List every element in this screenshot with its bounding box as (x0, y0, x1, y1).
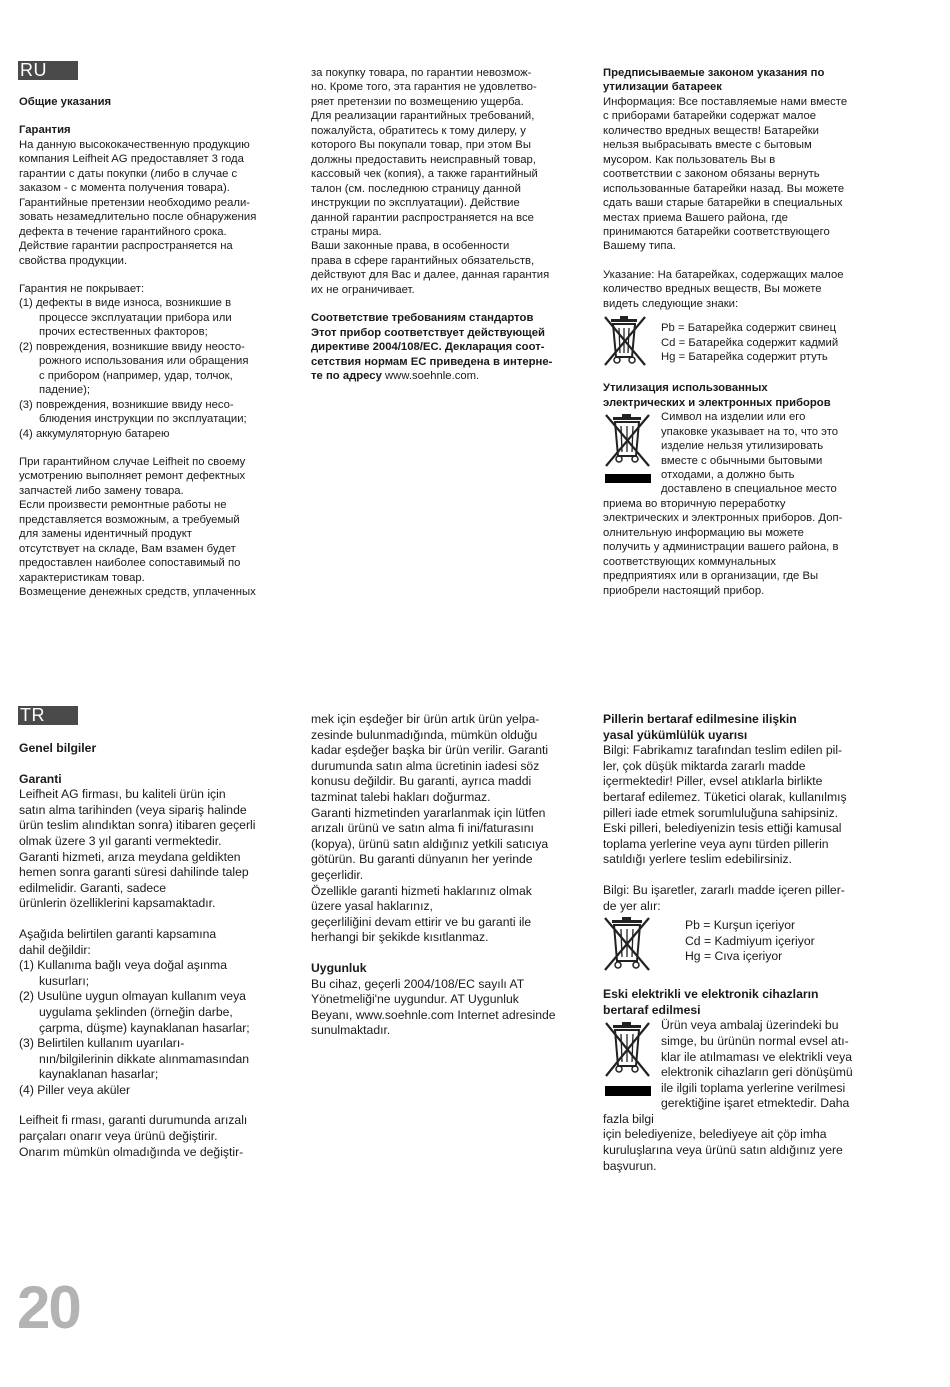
ru-guarantee-text: На данную высококачественную продукцию компания Leifheit AG предоставляет 3 года гарантии с даты покупки (либо в случае с заказом - с момента получения товара). Гарантийные претензии необходимо реали- зовать незамедлительно после обнаружения дефекта в течение гарантийного срока. Действие гарантии распространяется на свойства продукции. (19, 138, 257, 267)
tr-guarantee-continued: mek için eşdeğer bir ürün artık ürün yelpa- zesinde bulunmadığında, mümkün olduğu kadar eşdeğer başka bir ürün verilir. Garanti durumunda satın alma ücretinin iadesi söz konusu değildir. Bu garanti, ayrıca maddi tazminat talebi hakları doğurmaz. Garanti hizmetinden yararlanmak için lütfen arızalı ürünü ve satın alma fi ini/faturasını (kopya), ürünü satın aldığınız yetkili satıcıya götürün. Bu garanti dünyanın her yerinde geçerlidir. Özellikle garanti hizmeti haklarınız olmak üzere yasal haklarınız, geçerliliğini devam ettirir ve bu garanti ile herhangi bir şekikde kısıtlanmaz. (311, 712, 549, 945)
ru-weee-text: Символ на изделии или его упаковке указывает на то, что это изделие нельзя утилизировать вместе с обычными бытовыми отходами, а должно быть доставлено в специальное место приема во вторичную переработку электрических и электронных приборов. Доп- олнительную информацию вы можете получить у администрации вашего района, в соответствующих коммунальных предприятиях или в организации, где Вы приобрели настоящий прибор. (603, 411, 843, 597)
ru-weee-block (603, 410, 875, 598)
ru-symbol-pb: Pb = Батарейка содержит свинец (661, 322, 837, 335)
tr-not-covered-item: (4) Piller veya aküler (19, 1082, 131, 1097)
tr-column-3 (603, 712, 878, 1174)
tr-column-1 (19, 741, 294, 1160)
ru-battery-text: Информация: Все поставляемые нами вместе с приборами батарейки содержат малое количество вредных веществ! Батарейки нельзя выбрасывать вместе с бытовым мусором. Как пользователь Вы в соответствии с законом обязаны вернуть использованные батарейки назад. Вы можете сдать ваши старые батарейки в специальных местах приема Вашего района, где принимаются батарейки соответствующего Вашему типа. (603, 95, 848, 253)
tr-conformity-heading: Uygunluk (311, 960, 367, 975)
tr-not-covered-intro: Aşağıda belirtilen garanti kapsamına dahil değildir: (19, 926, 217, 957)
ru-weee-heading: Утилизация использованных электрических и электронных приборов (603, 382, 831, 409)
tr-guarantee-heading: Garanti (19, 771, 62, 786)
crossed-bin-icon (603, 916, 653, 972)
tr-symbol-list (685, 916, 815, 965)
ru-not-covered-item: (2) повреждения, возникшие ввиду неосто- рожного использования или обращения с прибором (например, удар, толчок, падение); (19, 340, 249, 397)
ru-column-2 (311, 66, 581, 384)
tr-repair-text: Leifheit fi rması, garanti durumunda arızalı parçaları onarır veya ürünü değiştirir. Onarım mümkün olmadığında ve değiştir- (19, 1113, 248, 1159)
tr-battery-text: Bilgi: Fabrikamız tarafından teslim edilen pil- ler, çok düşük miktarda zararlı madde içermektedir! Piller, evsel atıklarla birlikte bertaraf edilemez. Tüketici olarak, kullanılmış pilleri iade etmek sorumluluğuna sahipsiniz. Eski pilleri, belediyenizin tesis ettiği kamusal toplama yerlerine veya aynı türden pillerin satıldığı yerlere teslim edebilirsiniz. (603, 743, 847, 867)
tr-conformity-text: Bu cihaz, geçerli 2004/108/EC sayılı AT Yönetmeliği'ne uygundur. AT Uygunluk Beyanı, www.soehnle.com Internet adresinde sunulmaktadır. (311, 976, 556, 1038)
tr-column-2 (311, 712, 586, 1039)
ru-symbol-cd: Cd = Батарейка содержит кадмий (661, 336, 839, 349)
tr-battery-heading: Pillerin bertaraf edilmesine ilişkin yasal yükümlülük uyarısı (603, 712, 797, 742)
tr-general-heading: Genel bilgiler (19, 741, 97, 755)
ru-not-covered-item: (4) аккумуляторную батарею (19, 427, 170, 440)
tr-guarantee-text: Leifheit AG firması, bu kaliteli ürün için satın alma tarihinden (veya sipariş halinde ürün teslim alındıktan sonra) itibaren geçerli olmak üzere 3 yıl garanti vermektedir. Garanti hizmeti, arıza meydana geldikten hemen sonra garanti süresi dahilinde talep edilmelidir. Garanti, sadece ürünlerin özelliklerini kapsamaktadır. (19, 787, 256, 911)
page-number: 20 (17, 1274, 80, 1341)
tr-weee-text: Ürün veya ambalaj üzerindeki bu simge, bu ürünün normal evsel atı- klar ile atılmaması ve elektrikli veya elektronik cihazların geri dönüşümü ile ilgili toplama yerlerine verilmesi gerektiğine işaret etmektedir. Daha fazla bilgi için belediyenize, belediyeye ait çöp imha kuruluşlarına veya ürünü satın aldığınız yere başvurun. (603, 1018, 853, 1173)
ru-battery-heading: Предписываемые законом указания по утилизации батареек (603, 67, 825, 94)
ru-general-heading: Общие указания (19, 96, 112, 108)
language-tag-tr: TR (18, 706, 78, 725)
ru-not-covered-item: (3) повреждения, возникшие ввиду несо- блюдения инструкции по эксплуатации; (19, 398, 247, 426)
tr-weee-block (603, 1018, 878, 1174)
ru-repair-text: При гарантийном случае Leifheit по своему усмотрению выполняет ремонт дефектных запчастей либо замену товара. Если произвести ремонтные работы не представляется возможным, а требуемый для замены идентичный продукт отсутствует на складе, Вам взамен будет предоставлен наиболее сопоставимый по характеристикам товар. Возмещение денежных средств, уплаченных (19, 455, 256, 599)
tr-weee-heading: Eski elektrikli ve elektronik cihazların bertaraf edilmesi (603, 987, 819, 1017)
ru-not-covered-item: (1) дефекты в виде износа, возникшие в процессе эксплуатации прибора или прочих естественных факторов; (19, 297, 232, 339)
tr-symbol-pb: Pb = Kurşun içeriyor (685, 918, 796, 933)
tr-battery-symbols (603, 916, 878, 972)
ru-conformity-url: www.soehnle.com. (381, 370, 480, 383)
ru-guarantee-heading: Гарантия (19, 124, 71, 137)
tr-not-covered-item: (3) Belirtilen kullanım uyarıları- nın/bilgilerinin dikkate alınmamasından kaynaklanan hasarlar; (19, 1036, 250, 1082)
tr-not-covered-item: (1) Kullanıma bağlı veya doğal aşınma kusurları; (19, 958, 227, 988)
ru-symbol-hg: Hg = Батарейка содержит ртуть (661, 351, 828, 364)
tr-symbol-hg: Hg = Cıva içeriyor (685, 949, 783, 964)
weee-bin-icon (603, 412, 653, 484)
tr-battery-note: Bilgi: Bu işaretler, zararlı madde içeren piller- de yer alır: (603, 882, 845, 913)
ru-battery-note: Указание: На батарейках, содержащих малое количество вредных веществ, Вы можете видеть следующие знаки: (603, 268, 844, 310)
ru-battery-symbols (603, 315, 875, 367)
ru-column-1 (19, 95, 289, 600)
ru-not-covered-intro: Гарантия не покрывает: (19, 282, 145, 295)
tr-symbol-cd: Cd = Kadmiyum içeriyor (685, 933, 815, 948)
weee-bin-icon (603, 1020, 653, 1098)
ru-symbol-list (661, 315, 838, 364)
ru-conformity-bold: Этот прибор соответствует действующей директиве 2004/108/EC. Декларация соот- сетствия нормам ЕС приведена в интерне- те по адресу (311, 326, 553, 383)
language-tag-ru: RU (18, 61, 78, 80)
ru-column-3 (603, 66, 875, 598)
ru-conformity-text (311, 326, 581, 384)
tr-not-covered-item: (2) Usulüne uygun olmayan kullanım veya uygulama şeklinden (örneğin darbe, çarpma, düşme) kaynaklanan hasarlar; (19, 989, 250, 1035)
crossed-bin-icon (603, 315, 649, 367)
ru-conformity-heading: Соответствие требованиям стандартов (311, 312, 534, 325)
ru-guarantee-continued: за покупку товара, по гарантии невозмож- но. Кроме того, эта гарантия не удовлетво- ряет претензии по возмещению ущерба. Для реализации гарантийных требований, пожалуйста, обратитесь к тому дилеру, у которого Вы покупали товар, при этом Вы должны предоставить неисправный товар, кассовый чек (копия), а также гарантийный талон (см. последнюю страницу данной инструкции по эксплуатации). Действие данной гарантии распространяется на все страны мира. Ваши законные права, в особенности права в сфере гарантийных обязательств, действуют для Вас и далее, данная гарантия их не ограничивает. (311, 67, 550, 296)
